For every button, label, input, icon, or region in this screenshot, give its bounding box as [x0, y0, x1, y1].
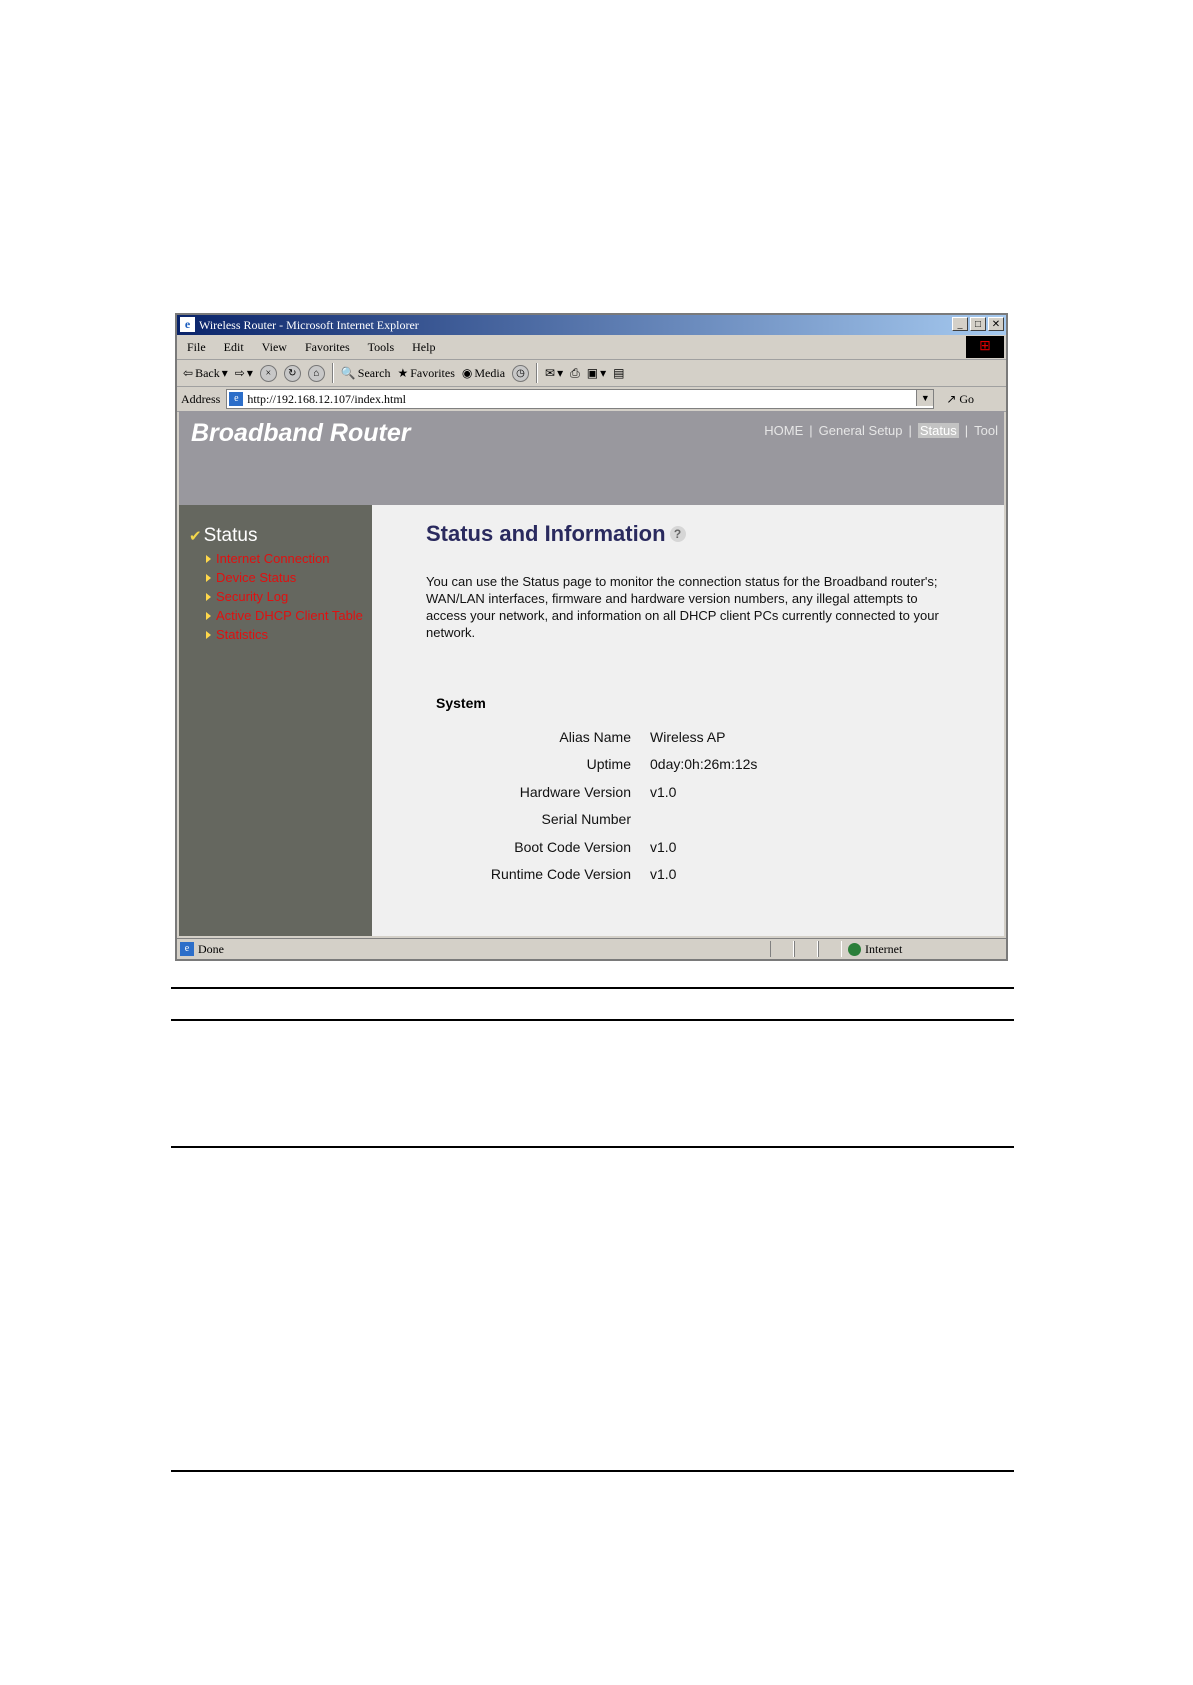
back-arrow-icon: ⇦	[183, 365, 194, 380]
history-icon[interactable]: ◷	[512, 365, 529, 382]
title-bar	[177, 315, 1006, 335]
print-icon: ⎙	[570, 365, 580, 380]
favorites-icon: ★	[397, 365, 409, 380]
back-label: Back	[195, 365, 220, 380]
refresh-icon[interactable]: ↻	[284, 365, 301, 382]
bullet-icon	[206, 612, 211, 620]
nav-divider: |	[908, 423, 912, 438]
go-button[interactable]	[946, 392, 974, 407]
address-dropdown-icon[interactable]: ▼	[916, 390, 933, 406]
menu-edit[interactable]: Edit	[223, 339, 244, 354]
globe-icon	[848, 943, 861, 956]
discuss-button[interactable]	[613, 366, 624, 381]
back-button[interactable]	[183, 366, 228, 381]
toolbar-separator	[536, 363, 538, 383]
page-icon: e	[229, 392, 243, 406]
system-info-table	[426, 723, 846, 888]
menu-tools[interactable]: Tools	[367, 339, 395, 354]
divider-line	[171, 987, 1014, 989]
sidebar-item-label: Device Status	[216, 570, 297, 585]
table-row	[426, 833, 846, 861]
row-value: v1.0	[650, 783, 677, 800]
favorites-button[interactable]	[397, 366, 454, 381]
address-input[interactable]	[226, 389, 934, 409]
chevron-down-icon: ▾	[246, 365, 253, 380]
close-icon[interactable]: ✕	[988, 317, 1004, 331]
row-label: Boot Code Version	[514, 838, 631, 855]
row-value: Wireless AP	[650, 728, 726, 745]
menu-bar	[177, 335, 1006, 360]
search-label: Search	[357, 365, 391, 380]
menu-view[interactable]: View	[261, 339, 287, 354]
chevron-down-icon: ▾	[221, 365, 228, 380]
table-row	[426, 806, 846, 834]
bullet-icon	[206, 574, 211, 582]
row-label: Serial Number	[541, 811, 631, 828]
media-label: Media	[474, 365, 506, 380]
search-button[interactable]	[341, 366, 391, 381]
table-row	[426, 751, 846, 779]
status-cell	[818, 941, 842, 957]
window-title: Wireless Router - Microsoft Internet Explorer	[199, 318, 419, 332]
media-button[interactable]	[462, 366, 505, 381]
edit-icon: ▣	[586, 365, 599, 380]
checkmark-icon: ✔	[189, 528, 202, 545]
row-label: Uptime	[586, 756, 631, 773]
browser-window	[175, 313, 1008, 961]
bullet-icon	[206, 555, 211, 563]
menu-favorites[interactable]: Favorites	[304, 339, 350, 354]
bullet-icon	[206, 593, 211, 601]
row-value: 0day:0h:26m:12s	[650, 756, 758, 773]
sidebar-title-text: Status	[203, 525, 258, 546]
nav-tool[interactable]: Tool	[974, 423, 998, 438]
nav-status[interactable]: Status	[919, 423, 957, 438]
sidebar-title	[189, 525, 257, 547]
page-icon: e	[180, 942, 194, 956]
search-icon: 🔍	[340, 365, 356, 380]
brand-title: Broadband Router	[191, 419, 411, 447]
home-icon[interactable]: ⌂	[308, 365, 325, 382]
sidebar-item-label: Security Log	[216, 589, 289, 604]
address-label: Address	[181, 391, 221, 406]
status-done	[177, 942, 770, 957]
menu-help[interactable]: Help	[412, 339, 436, 354]
status-bar	[177, 938, 1006, 959]
status-cell	[770, 941, 794, 957]
chevron-down-icon: ▾	[557, 365, 564, 380]
edit-button[interactable]	[587, 366, 606, 381]
table-row	[426, 778, 846, 806]
mail-icon: ✉	[545, 365, 556, 380]
divider-line	[171, 1146, 1014, 1148]
sidebar-item-label: Statistics	[216, 627, 269, 642]
status-cell	[794, 941, 818, 957]
go-arrow-icon: ↗	[946, 391, 957, 406]
favorites-label: Favorites	[410, 365, 455, 380]
toolbar-separator	[332, 363, 334, 383]
sidebar-item-device-status[interactable]	[206, 568, 363, 587]
address-url: http://192.168.12.107/index.html	[247, 391, 406, 406]
sidebar-item-security-log[interactable]	[206, 587, 363, 606]
page-title	[426, 521, 966, 547]
page-description: You can use the Status page to monitor the connection status for the Broadband router's; WAN/LAN interfaces, firmware and hardware version numbers, any illegal attempts to access your network, and information on all DHCP client PCs currently connected to your network.	[426, 574, 939, 640]
media-icon: ◉	[461, 365, 473, 380]
nav-divider: |	[964, 423, 969, 438]
windows-logo-icon: ⊞	[966, 336, 1004, 358]
ie-icon: e	[180, 317, 195, 332]
print-button[interactable]	[570, 366, 580, 381]
sidebar-list	[206, 549, 363, 644]
row-label: Hardware Version	[519, 783, 631, 800]
forward-arrow-icon: ⇨	[234, 365, 245, 380]
sidebar-item-internet-connection[interactable]	[206, 549, 363, 568]
table-row	[426, 861, 846, 889]
router-banner	[179, 411, 1004, 505]
main-content	[426, 521, 966, 641]
row-value: v1.0	[650, 838, 677, 855]
router-page	[179, 411, 1004, 936]
zone-text: Internet	[865, 941, 903, 956]
sidebar	[179, 505, 372, 936]
row-label: Alias Name	[559, 728, 631, 745]
menu-file[interactable]: File	[187, 339, 206, 354]
top-navigation	[764, 423, 998, 438]
row-label: Runtime Code Version	[490, 866, 631, 883]
nav-divider: |	[809, 423, 813, 438]
help-icon[interactable]: ?	[670, 526, 686, 542]
chevron-down-icon: ▾	[600, 365, 607, 380]
divider-line	[171, 1470, 1014, 1472]
row-value: v1.0	[650, 866, 677, 883]
forward-button[interactable]	[235, 366, 253, 381]
stop-icon[interactable]: ×	[260, 365, 277, 382]
window-controls	[952, 317, 1004, 331]
address-bar	[177, 387, 1006, 412]
toolbar	[177, 360, 1006, 387]
go-label: Go	[959, 391, 975, 406]
page-title-text: Status and Information	[426, 521, 666, 546]
status-text: Done	[198, 941, 224, 956]
bullet-icon	[206, 631, 211, 639]
divider-line	[171, 1019, 1014, 1021]
nav-general-setup[interactable]: General Setup	[818, 423, 903, 438]
discuss-icon: ▤	[613, 365, 625, 380]
table-row	[426, 723, 846, 751]
section-heading: System	[436, 695, 486, 711]
nav-home[interactable]: HOME	[764, 423, 804, 438]
security-zone	[848, 942, 902, 957]
minimize-icon[interactable]: _	[952, 317, 968, 331]
sidebar-item-statistics[interactable]	[206, 625, 363, 644]
sidebar-item-label: Internet Connection	[216, 551, 330, 566]
mail-button[interactable]	[545, 366, 563, 381]
sidebar-item-label: Active DHCP Client Table	[216, 608, 363, 623]
maximize-icon[interactable]: □	[970, 317, 986, 331]
sidebar-item-dhcp-client-table[interactable]	[206, 606, 363, 625]
